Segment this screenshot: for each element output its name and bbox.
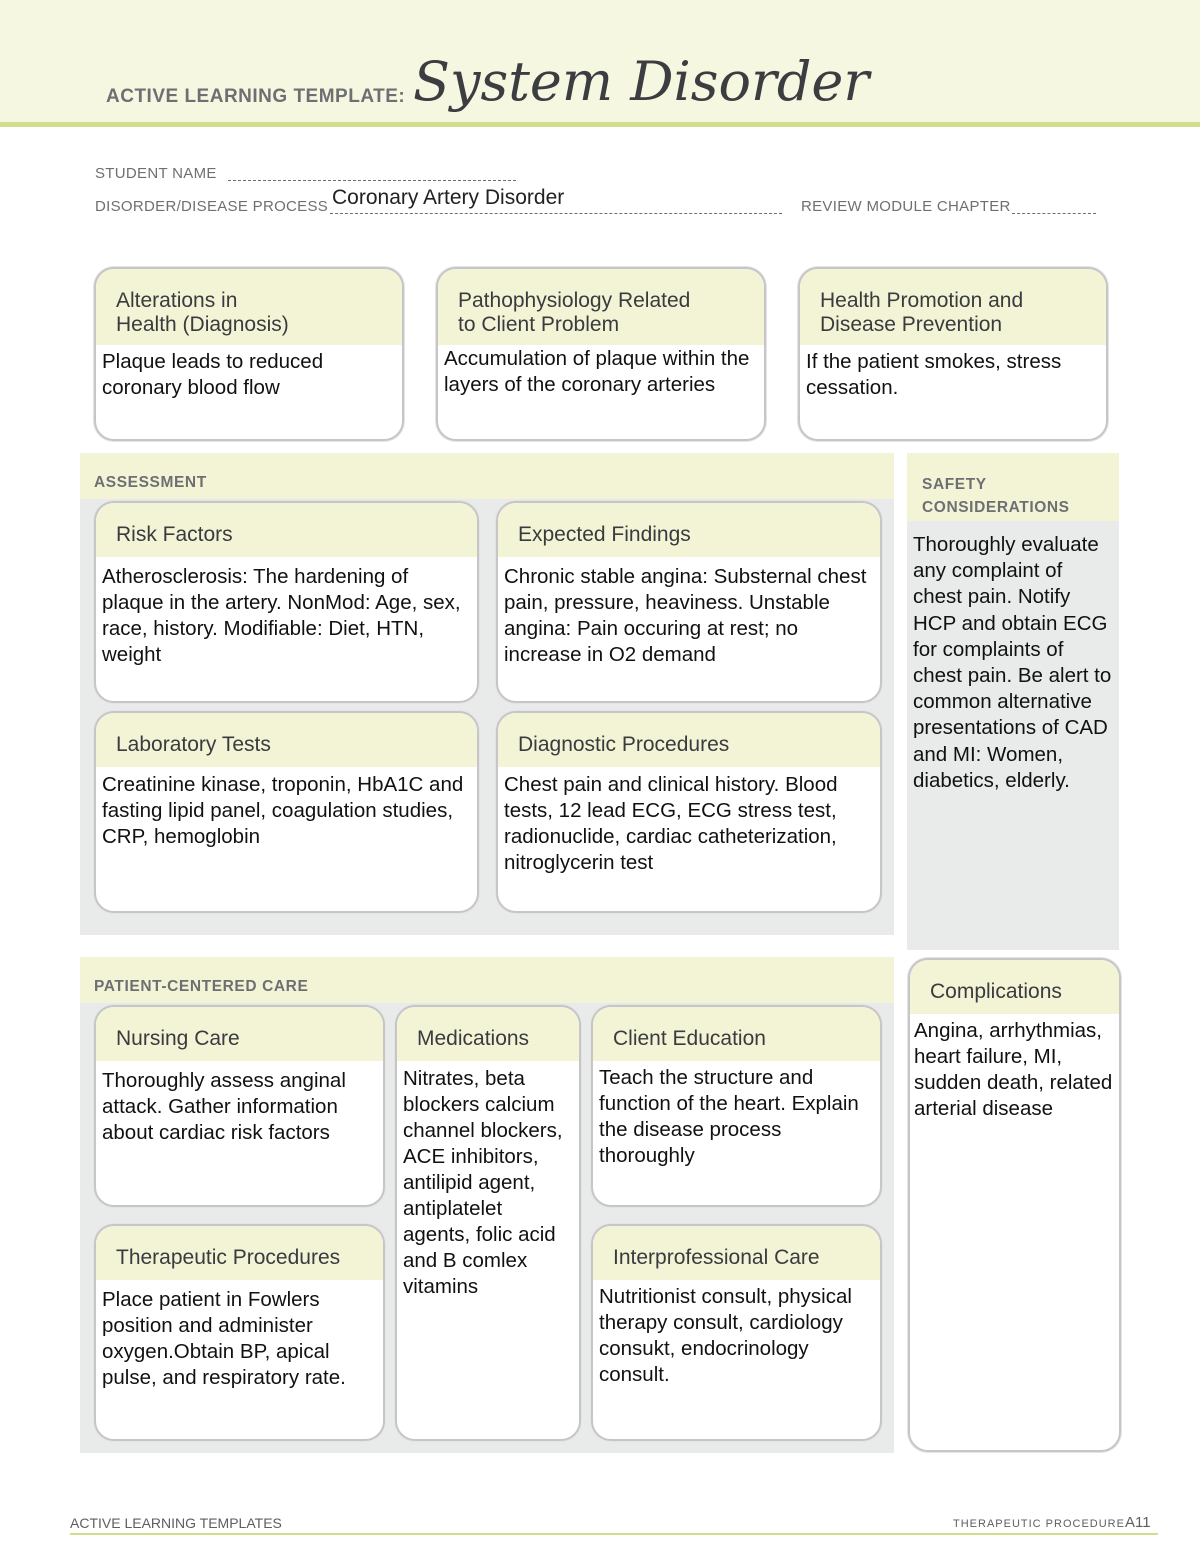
alterations-title xyxy=(96,269,402,345)
therapeutic-procedures-box xyxy=(94,1224,385,1441)
nursing-care-box xyxy=(94,1005,385,1207)
footer-left: ACTIVE LEARNING TEMPLATES xyxy=(70,1515,282,1531)
diagnostic-procedures-title: Diagnostic Procedures xyxy=(498,713,880,767)
risk-factors-title: Risk Factors xyxy=(96,503,477,557)
pathophysiology-title-line1: Pathophysiology Related xyxy=(458,289,691,312)
student-name-field[interactable] xyxy=(228,162,516,181)
student-name-label: STUDENT NAME xyxy=(95,165,217,182)
alterations-title-line2: Health (Diagnosis) xyxy=(116,313,289,336)
expected-findings-title: Expected Findings xyxy=(498,503,880,557)
client-education-body[interactable]: Teach the structure and function of the heart. Explain the disease process thoroughly xyxy=(599,1066,859,1167)
complications-title: Complications xyxy=(910,960,1119,1014)
disorder-field[interactable] xyxy=(330,186,782,214)
pathophysiology-title xyxy=(438,269,764,345)
template-title: System Disorder xyxy=(413,50,870,113)
medications-body[interactable]: Nitrates, beta blockers calcium channel blockers, ACE inhibitors, antilipid agent, antiplatelet agents, folic acid and B comlex vitamins xyxy=(403,1067,563,1298)
alterations-box xyxy=(94,267,404,441)
pathophysiology-title-line2: to Client Problem xyxy=(458,313,620,336)
medications-title: Medications xyxy=(397,1007,579,1061)
health-promotion-title-line2: Disease Prevention xyxy=(820,313,1003,336)
diagnostic-procedures-box xyxy=(496,711,882,913)
laboratory-tests-title: Laboratory Tests xyxy=(96,713,477,767)
client-education-box xyxy=(591,1005,882,1207)
disorder-label: DISORDER/DISEASE PROCESS xyxy=(95,198,329,215)
health-promotion-box xyxy=(798,267,1108,441)
expected-findings-box xyxy=(496,501,882,703)
footer-section-label: THERAPEUTIC PROCEDURE xyxy=(953,1518,1125,1530)
risk-factors-box xyxy=(94,501,479,703)
interprofessional-care-body[interactable]: Nutritionist consult, physical therapy consult, cardiology consukt, endocrinology consult. xyxy=(599,1285,852,1386)
patient-care-heading: PATIENT-CENTERED CARE xyxy=(94,978,309,995)
nursing-care-body[interactable]: Thoroughly assess anginal attack. Gather information about cardiac risk factors xyxy=(102,1069,346,1144)
alterations-body[interactable]: Plaque leads to reduced coronary blood flow xyxy=(102,350,324,399)
safety-body[interactable]: Thoroughly evaluate any complaint of chest pain. Notify HCP and obtain ECG for complaints of chest pain. Be alert to common alternative presentations of CAD and MI: Women, diabetics, elderly. xyxy=(913,533,1112,792)
laboratory-tests-box xyxy=(94,711,479,913)
alterations-title-line1: Alterations in xyxy=(116,289,238,312)
pathophysiology-box xyxy=(436,267,766,441)
nursing-care-title: Nursing Care xyxy=(96,1007,383,1061)
interprofessional-care-title: Interprofessional Care xyxy=(593,1226,880,1280)
health-promotion-title-line1: Health Promotion and xyxy=(820,289,1024,312)
footer-page-number: A11 xyxy=(1125,1514,1151,1531)
header-divider xyxy=(0,122,1200,127)
therapeutic-procedures-title: Therapeutic Procedures xyxy=(96,1226,383,1280)
safety-heading-line1: SAFETY xyxy=(922,476,987,493)
diagnostic-procedures-body[interactable]: Chest pain and clinical history. Blood tests, 12 lead ECG, ECG stress test, radionuclide, cardiac catheterization, nitroglycerin test xyxy=(504,773,838,874)
therapeutic-procedures-body[interactable]: Place patient in Fowlers position and administer oxygen.Obtain BP, apical pulse, and respiratory rate. xyxy=(102,1288,346,1389)
risk-factors-body[interactable]: Atherosclerosis: The hardening of plaque in the artery. NonMod: Age, sex, race, history. Modifiable: Diet, HTN, weight xyxy=(102,565,461,666)
interprofessional-care-box xyxy=(591,1224,882,1441)
review-module-label: REVIEW MODULE CHAPTER xyxy=(801,198,1011,215)
health-promotion-title xyxy=(800,269,1106,345)
complications-body[interactable]: Angina, arrhythmias, heart failure, MI, sudden death, related arterial disease xyxy=(914,1019,1113,1120)
template-label: ACTIVE LEARNING TEMPLATE: xyxy=(106,86,406,107)
safety-heading-line2: CONSIDERATIONS xyxy=(922,499,1070,516)
complications-box xyxy=(908,958,1121,1452)
safety-heading xyxy=(922,473,1070,519)
pathophysiology-body[interactable]: Accumulation of plaque within the layers of the coronary arteries xyxy=(444,347,750,396)
assessment-heading: ASSESSMENT xyxy=(94,474,207,491)
laboratory-tests-body[interactable]: Creatinine kinase, troponin, HbA1C and fasting lipid panel, coagulation studies, CRP, hemoglobin xyxy=(102,773,464,848)
disorder-value: Coronary Artery Disorder xyxy=(332,186,565,209)
health-promotion-body[interactable]: If the patient smokes, stress cessation. xyxy=(806,350,1062,399)
review-module-field[interactable] xyxy=(1012,195,1096,214)
client-education-title: Client Education xyxy=(593,1007,880,1061)
expected-findings-body[interactable]: Chronic stable angina: Substernal chest pain, pressure, heaviness. Unstable angina: Pain occuring at rest; no increase in O2 demand xyxy=(504,565,867,666)
medications-box xyxy=(395,1005,581,1441)
footer-divider xyxy=(70,1533,1158,1535)
